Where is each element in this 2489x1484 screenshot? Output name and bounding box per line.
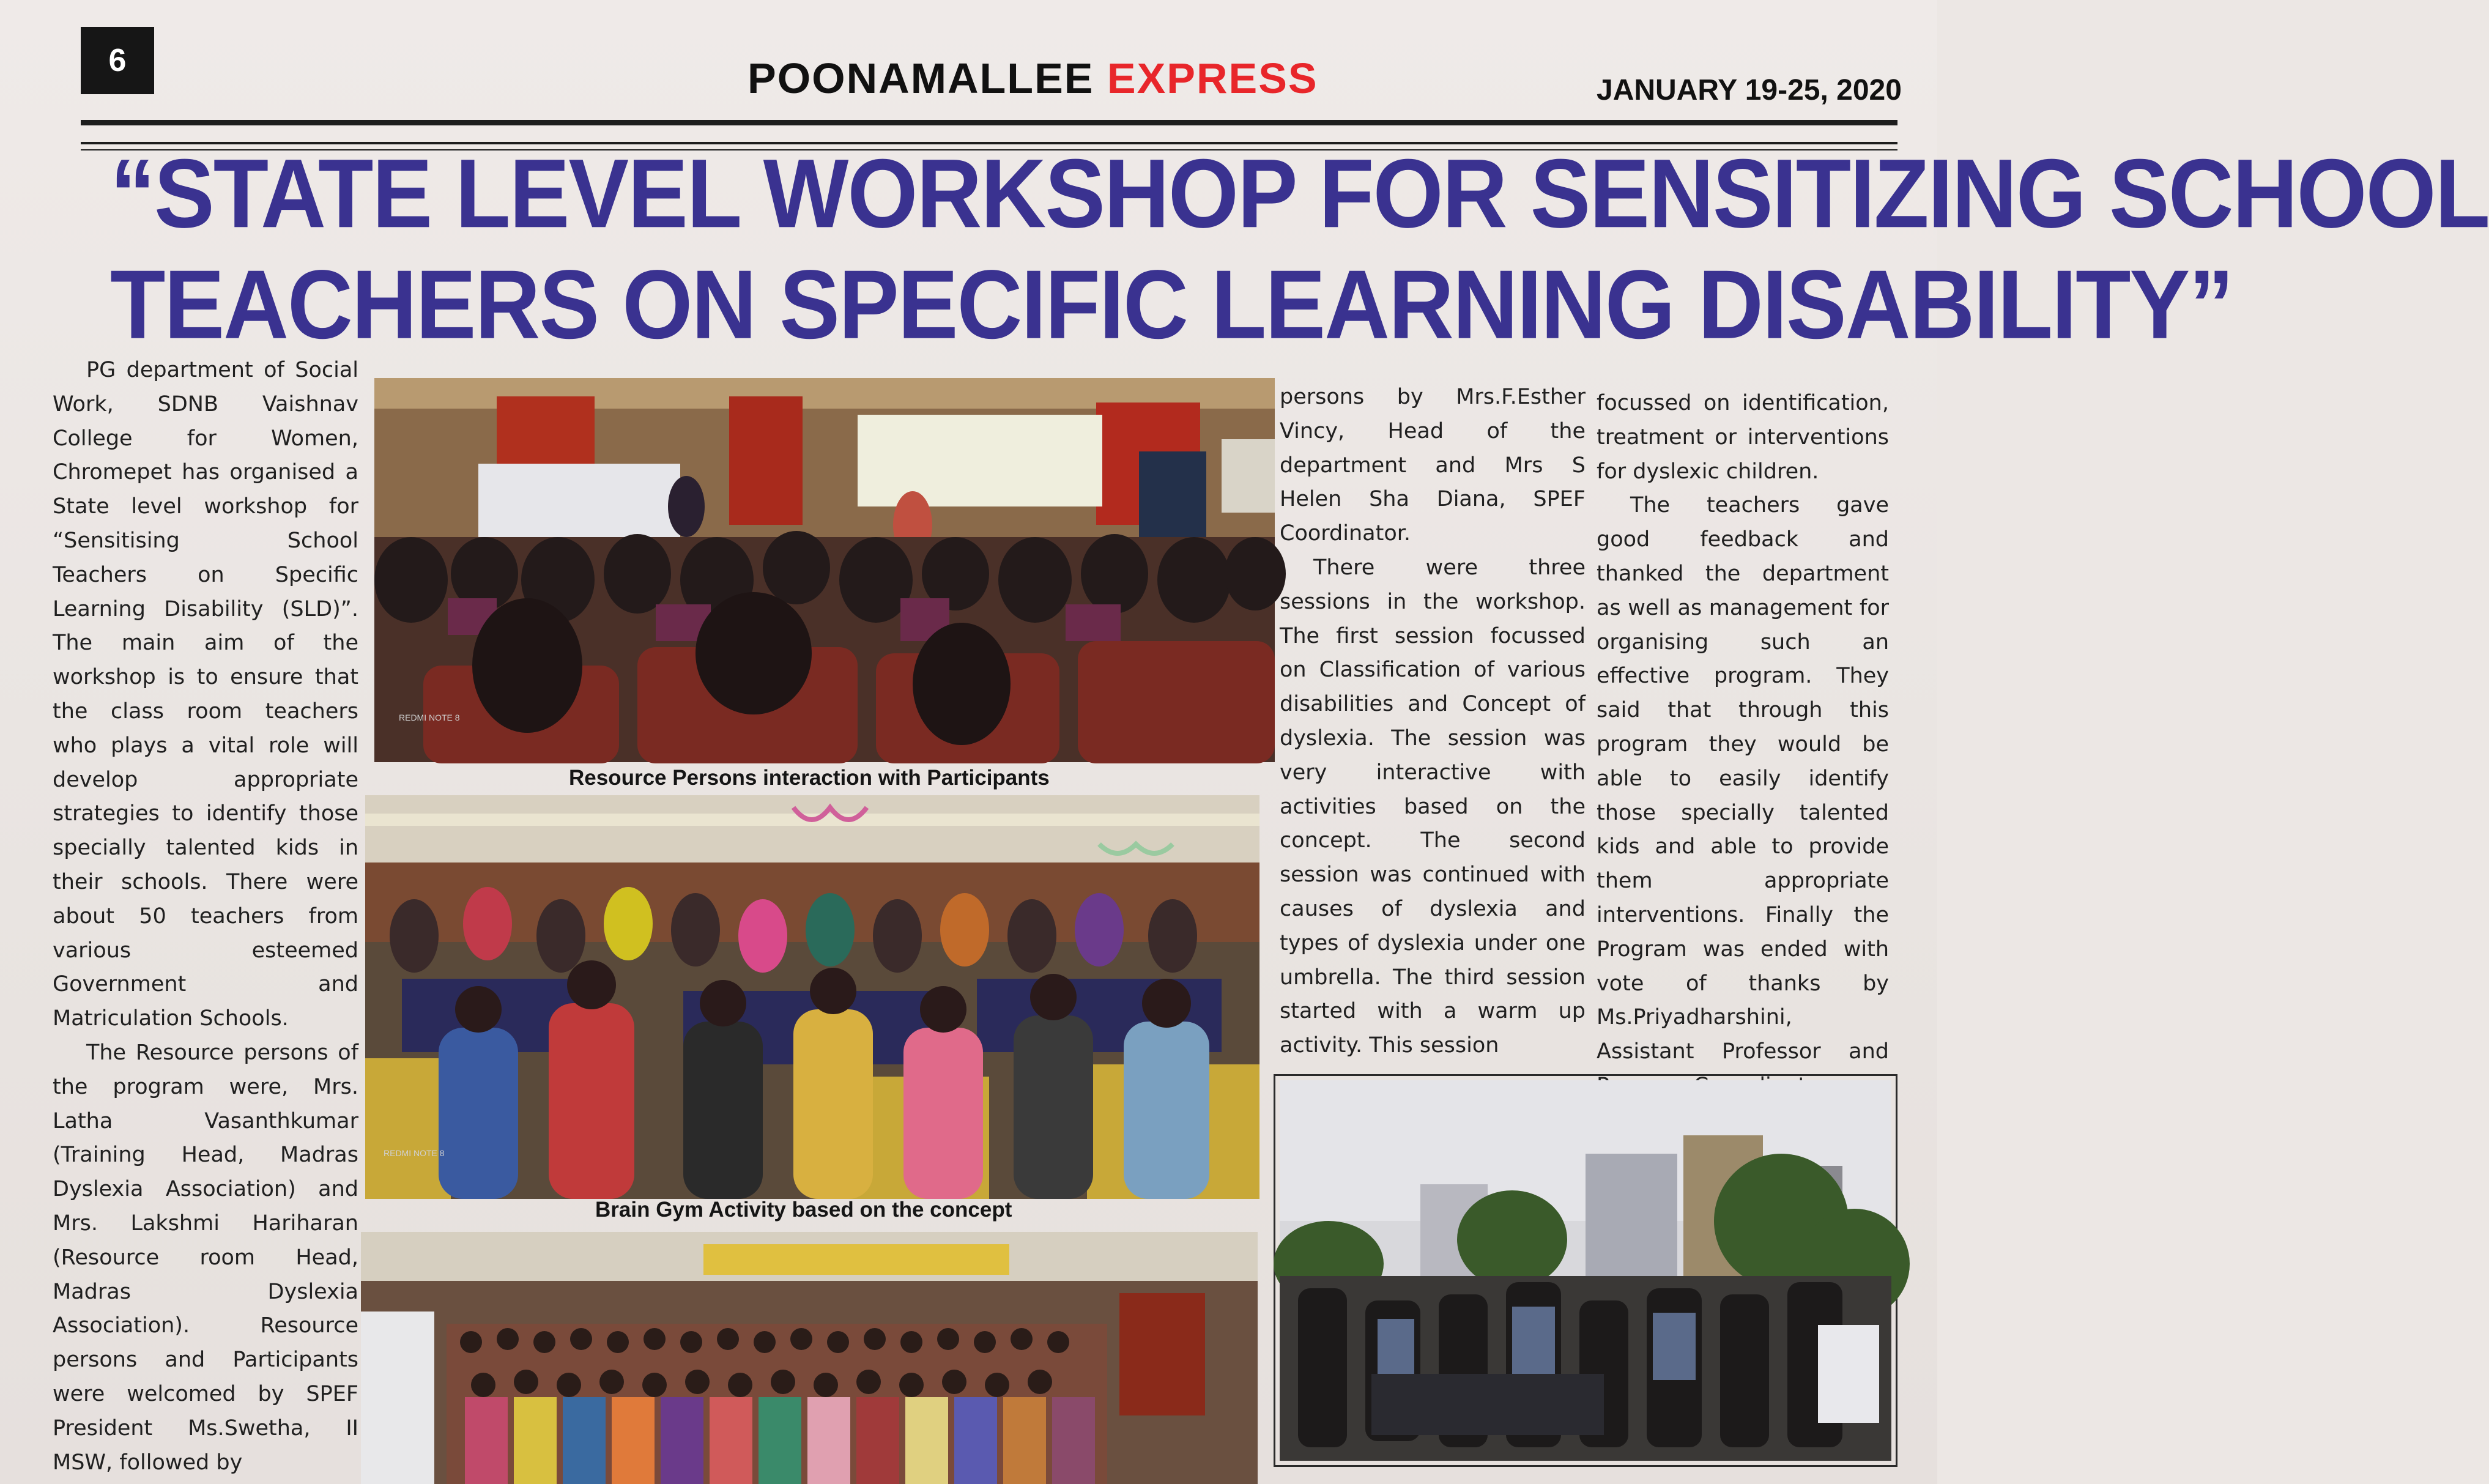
article-paragraph: focussed on identification, treatment or interventions for dyslexic children. <box>1597 391 1889 484</box>
article-column-1 <box>53 354 358 1480</box>
masthead-name-part2: EXPRESS <box>1107 54 1318 102</box>
photo-resource-persons-interaction <box>374 378 1275 762</box>
article-paragraph: PG department of Social Work, SDNB Vaishnav College for Women, Chromepet has organised a State level workshop for “Sensitising School Teachers on Specific Learning Disability (SLD)”. The main aim of the workshop is to ensure that the class room teachers who plays a vital role will develop appropriate strategies to identify those specially talented kids in their schools. There were about 50 teachers from various esteemed Government and Matriculation Schools. <box>53 358 358 1031</box>
article-column-3 <box>1280 380 1586 1063</box>
masthead-name-part1: POONAMALLEE <box>747 54 1094 102</box>
headline-line1: “STATE LEVEL WORKSHOP FOR SENSITIZING SCHOOL <box>110 139 2489 248</box>
masthead-divider <box>81 120 1897 125</box>
photo1-watermark: REDMI NOTE 8 <box>399 713 460 722</box>
photo-street-scene <box>1280 1080 1891 1461</box>
photo2-caption: Brain Gym Activity based on the concept <box>595 1198 1012 1222</box>
photo1-caption: Resource Persons interaction with Participants <box>569 766 1050 790</box>
article-headline <box>110 139 2489 361</box>
issue-date: JANUARY 19-25, 2020 <box>1597 74 1902 106</box>
article-paragraph: There were three sessions in the workshop. The first session focussed on Classification of various disabilities and Concept of dyslexia. The session was very interactive with activities based on the concept. The second session was continued with causes of dyslexia and types of dyslexia under one umbrella. The third session started with a warm up activity. This session <box>1280 555 1586 1058</box>
photo-group-participants <box>361 1232 1258 1484</box>
article-paragraph: The Resource persons of the program were, Mrs. Latha Vasanthkumar (Training Head, Madras Dyslexia Association) and Mrs. Lakshmi Hariharan (Resource room Head, Madras Dyslexia Association). Resource persons and Participants were welcomed by SPEF President Ms.Swetha, II MSW, followed by <box>53 1040 358 1475</box>
photo-brain-gym-activity <box>365 795 1259 1199</box>
photo2-watermark: REDMI NOTE 8 <box>384 1148 445 1158</box>
article-column-4 <box>1597 387 1889 1104</box>
article-paragraph: The teachers gave good feedback and thanked the department as well as management for organising such an effective program. They said that through this program they would be able to easily identify those specially talented kids and able to provide them appropriate interventions. Finally the Program was ended with vote of thanks by Ms.Priyadharshini, Assistant Professor and <box>1597 493 1889 1064</box>
headline-line2: TEACHERS ON SPECIFIC LEARNING DISABILITY” <box>110 250 2233 360</box>
article-paragraph: persons by Mrs.F.Esther Vincy, Head of the department and Mrs S Helen Sha Diana, SPEF Coordinator. <box>1280 385 1586 546</box>
page-number: 6 <box>81 27 154 94</box>
masthead-title <box>747 54 1318 103</box>
